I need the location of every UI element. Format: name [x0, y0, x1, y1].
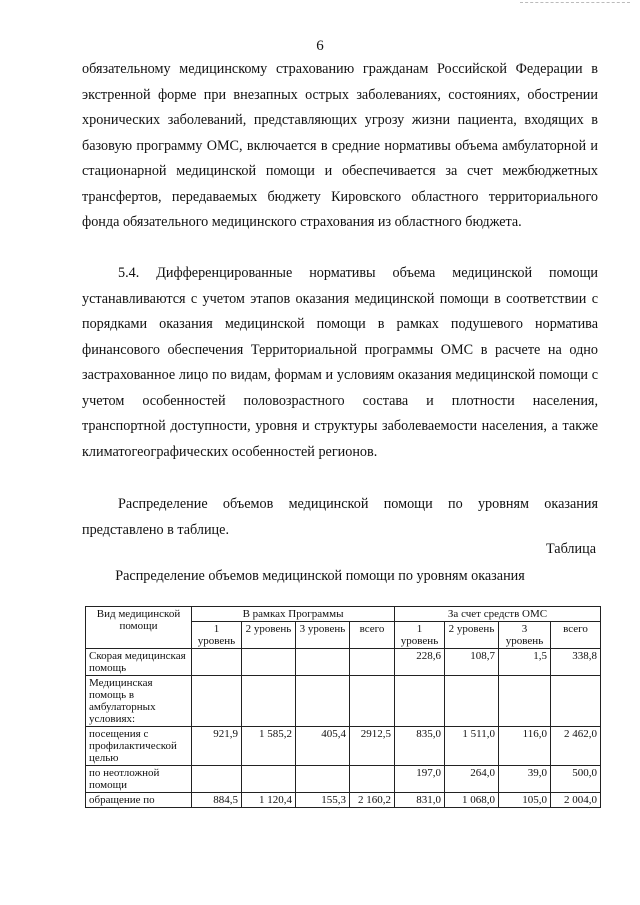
- table-cell: 155,3: [296, 793, 350, 808]
- table-cell: [350, 766, 395, 793]
- table-cell: [395, 676, 445, 727]
- table-cell: 116,0: [499, 727, 551, 766]
- table-row: [86, 793, 601, 808]
- table-cell: 921,9: [192, 727, 242, 766]
- table-cell: [445, 676, 499, 727]
- table-cell: 500,0: [551, 766, 601, 793]
- table-cell: 105,0: [499, 793, 551, 808]
- header-level: 3 уровень: [296, 622, 350, 649]
- table-cell: [296, 649, 350, 676]
- table-label: Таблица: [545, 541, 596, 557]
- header-rule: [520, 2, 630, 4]
- paragraph-continuation: обязательному медицинскому страхованию гражданам Российской Федерации в экстренной форме при внезапных острых заболеваниях, состояниях, обострении хронических заболеваний, представляющих угрозу жизни пациента, входящих в базовую программу ОМС, включается в средние нормативы объема амбулаторной и стационарной медицинской помощи и обеспечивается за счет межбюджетных трансфертов, передаваемых бюджету Кировского областного территориального фонда обязательного медицинского страхования из областного бюджета.: [82, 61, 598, 230]
- table-cell: 831,0: [395, 793, 445, 808]
- row-label: по неотложной помощи: [86, 766, 192, 793]
- table-cell: 39,0: [499, 766, 551, 793]
- table-cell: [499, 676, 551, 727]
- row-label: посещения с профилактической целью: [86, 727, 192, 766]
- table-cell: 228,6: [395, 649, 445, 676]
- table-title: Распределение объемов медицинской помощи по уровням оказания: [115, 568, 525, 584]
- table-cell: 2912,5: [350, 727, 395, 766]
- distribution-table: [85, 606, 601, 808]
- header-level: 1 уровень: [192, 622, 242, 649]
- table-cell: [242, 766, 296, 793]
- table-cell: 2 462,0: [551, 727, 601, 766]
- table-cell: 835,0: [395, 727, 445, 766]
- table-cell: [192, 676, 242, 727]
- table-cell: 1 511,0: [445, 727, 499, 766]
- table-cell: [192, 649, 242, 676]
- row-label: Медицинская помощь в амбулаторных условиях:: [86, 676, 192, 727]
- table-cell: [551, 676, 601, 727]
- table-cell: [296, 766, 350, 793]
- paragraph-table-intro: Распределение объемов медицинской помощи по уровням оказания представлено в таблице.: [82, 496, 598, 538]
- table-cell: 1 585,2: [242, 727, 296, 766]
- table-cell: 338,8: [551, 649, 601, 676]
- table-row: [86, 727, 601, 766]
- table-cell: [350, 676, 395, 727]
- header-total: всего: [350, 622, 395, 649]
- table-cell: [242, 649, 296, 676]
- paragraph-5-4: 5.4. Дифференцированные нормативы объема медицинской помощи устанавливаются с учетом этапов оказания медицинской помощи в соответствии с порядками оказания медицинской помощи в рамках подушевого норматива финансового обеспечения Территориальной программы ОМС в расчете на одно застрахованное лицо по видам, формам и условиям оказания медицинской помощи с учетом особенностей половозрастного состава и плотности населения, транспортной доступности, уровня и структуры заболеваемости населения, а также климатогеографических особенностей регионов.: [82, 265, 598, 460]
- header-level: 1 уровень: [395, 622, 445, 649]
- table-cell: [242, 676, 296, 727]
- header-level: 2 уровень: [242, 622, 296, 649]
- table-cell: [192, 766, 242, 793]
- table-cell: [296, 676, 350, 727]
- table-cell: 264,0: [445, 766, 499, 793]
- row-label: Скорая медицинская помощь: [86, 649, 192, 676]
- header-level: 3 уровень: [499, 622, 551, 649]
- table-cell: 405,4: [296, 727, 350, 766]
- header-program: В рамках Программы: [192, 607, 395, 622]
- table-row: [86, 649, 601, 676]
- table-cell: [350, 649, 395, 676]
- page-number: 6: [316, 38, 324, 54]
- row-label: обращение по: [86, 793, 192, 808]
- table-row: [86, 766, 601, 793]
- header-oms: За счет средств ОМС: [395, 607, 601, 622]
- table-cell: 2 160,2: [350, 793, 395, 808]
- table-row: [86, 676, 601, 727]
- table-cell: 1,5: [499, 649, 551, 676]
- table-cell: 1 068,0: [445, 793, 499, 808]
- table-header-row-1: [86, 607, 601, 622]
- table-cell: 108,7: [445, 649, 499, 676]
- table-cell: 197,0: [395, 766, 445, 793]
- table-cell: 2 004,0: [551, 793, 601, 808]
- header-care-type: Вид медицинской помощи: [86, 607, 192, 649]
- table-cell: 1 120,4: [242, 793, 296, 808]
- header-level: 2 уровень: [445, 622, 499, 649]
- header-total: всего: [551, 622, 601, 649]
- table-cell: 884,5: [192, 793, 242, 808]
